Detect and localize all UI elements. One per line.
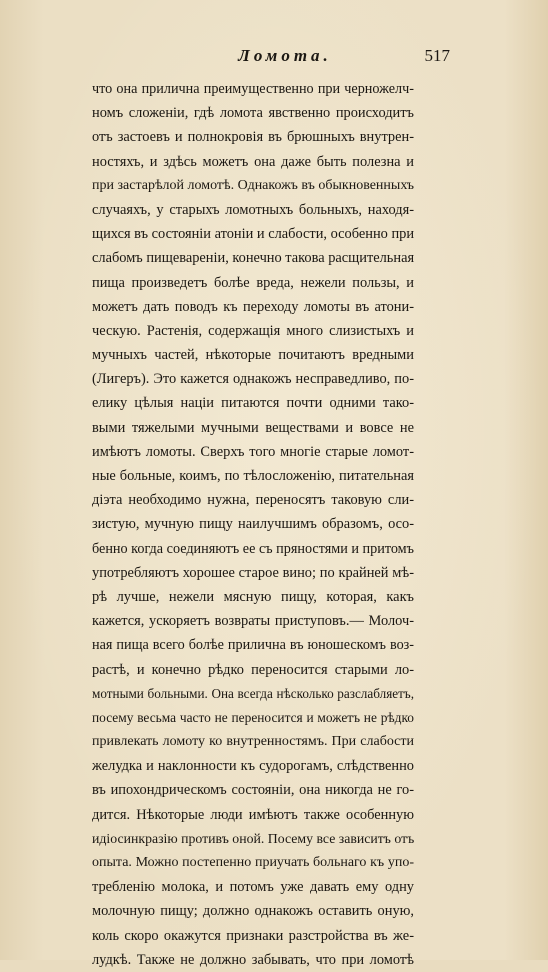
text-line: привлекать ломоту ко внутренностямъ. При слабости (92, 734, 414, 750)
text-line: мотными больными. Она всегда нѣсколько разслабляетъ, (92, 685, 414, 701)
text-line: молочную пищу; должно однакожъ оставить оную, (92, 903, 414, 920)
text-line: діэта необходимо нужна, переносятъ таковую сли- (92, 492, 414, 509)
text-line: что она прилична преимущественно при черножелч- (92, 81, 414, 97)
text-line: употребляютъ хорошее старое вино; по крайней мѣ- (92, 564, 414, 581)
text-line: (Лигеръ). Это кажется однакожъ несправедливо, по- (92, 371, 414, 388)
text-line: случаяхъ, у старыхъ ломотныхъ больныхъ, находя- (92, 201, 414, 218)
text-line: мучныхъ частей, нѣкоторые почитаютъ вредными (92, 347, 414, 364)
text-line: зистую, мучную пищу наилучшимъ образомъ, осо- (92, 516, 414, 533)
text-line: требленію молока, и потомъ уже давать ему одну (92, 879, 414, 896)
text-line: при застарѣлой ломотѣ. Однакожъ въ обыкновенныхъ (92, 177, 415, 193)
text-line: дится. Нѣкоторые люди имѣютъ также особенную (92, 806, 414, 823)
text-line: ностяхъ, и здѣсь можетъ она даже быть полезна и (92, 153, 414, 170)
text-line: рѣ лучше, нежели мясную пищу, которая, какъ (92, 588, 414, 605)
text-line: кажется, ускоряетъ возвраты приступовъ.— Молоч- (92, 613, 414, 630)
text-line: ные больные, коимъ, по тѣлосложенію, питательная (92, 468, 414, 484)
text-line: посему весьма часто не переносится и можетъ не рѣдко (92, 709, 414, 725)
text-line: номъ сложеніи, гдѣ ломота явственно происходитъ (92, 105, 414, 122)
text-line: идіосинкразію противъ оной. Посему все зависитъ отъ (92, 830, 415, 846)
running-title: Ломота. (238, 46, 332, 65)
text-line: растѣ, и конечно рѣдко переносится старыми ло- (92, 661, 414, 678)
text-line: желудка и наклонности къ судорогамъ, слѣдственно (92, 758, 414, 775)
text-line: ная пища всего болѣе прилична въ юношескомъ воз- (92, 637, 414, 654)
text-line: лудкѣ. Также не должно забывать, что при ломотѣ (92, 951, 414, 968)
text-line: отъ застоевъ и полнокровія въ брюшныхъ внутрен- (92, 129, 414, 146)
page-number: 517 (424, 46, 450, 65)
text-line: коль скоро окажутся признаки разстройства въ же- (92, 927, 414, 944)
text-line: можетъ дать поводъ къ переходу ломоты въ атони- (92, 298, 414, 315)
text-line: слабомъ пищевареніи, конечно такова расщительная (92, 250, 415, 267)
text-line: бенно когда соединяютъ ее съ пряностями и притомъ (92, 540, 414, 557)
text-line: щихся въ состояніи атоніи и слабости, особенно при (92, 226, 415, 243)
text-line: выми тяжелыми мучными веществами и вовсе не (92, 419, 414, 436)
text-line: пища произведетъ болѣе вреда, нежели пользы, и (92, 274, 414, 291)
text-line: имѣютъ ломоты. Сверхъ того многіе старые ломот- (92, 443, 414, 460)
text-line: ческую. Растенія, содержащія много слизистыхъ и (92, 322, 414, 339)
text-line: опыта. Можно постепенно приучать больнаго къ упо- (92, 855, 414, 870)
text-line: въ ипохондрическомъ состояніи, она никогда не го- (92, 782, 414, 799)
text-line: елику цѣлыя націи питаются почти одними тако- (92, 395, 414, 412)
page-header (0, 46, 548, 70)
body-text (92, 77, 414, 972)
